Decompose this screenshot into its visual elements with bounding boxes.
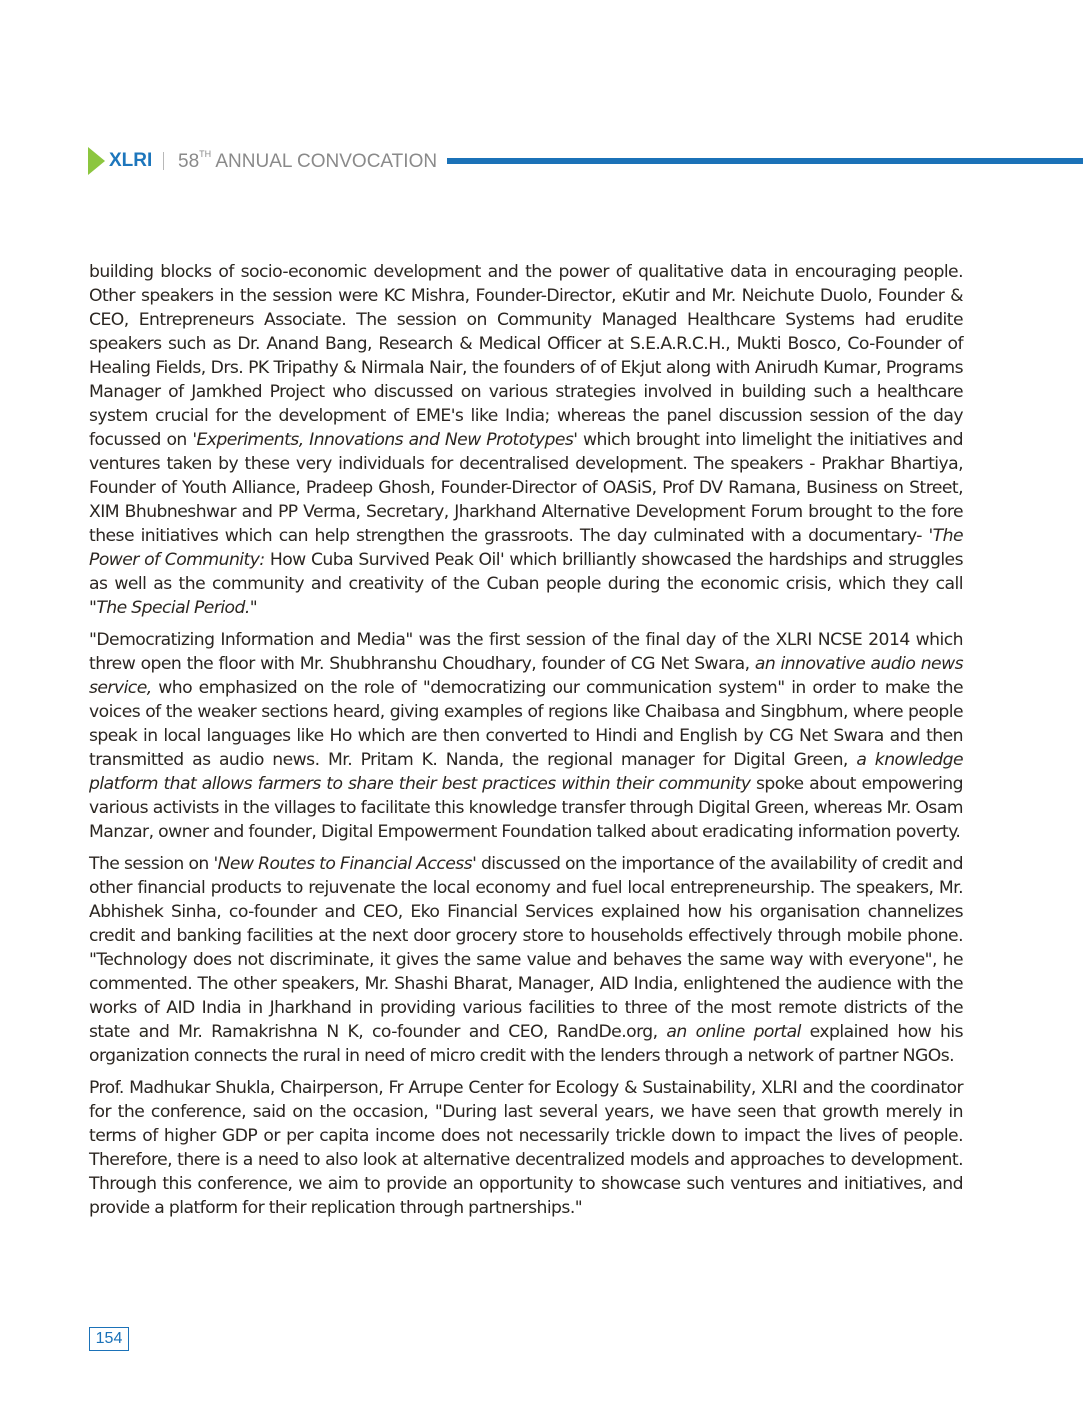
italic-run: an innovative audio news service,: [89, 654, 963, 698]
text-run: which brought into limelight the initiatives and ventures taken by these very individuals for decentralised development. The speakers - Prakhar Bhartiya, Founder of Youth Alliance, Pradeep Ghosh, Founder-Director of OASiS, Prof DV Ramana, Business on Street, XIM Bhubneshwar and PP Verma, Secretary, Jharkhand Alternative Development Forum brought to the fore these initiatives which can help strengthen the grassroots. The day culminated with a documentary-: [89, 430, 963, 546]
italic-run: 'The Power of Community:: [89, 526, 963, 570]
text-run: building blocks of socio-economic development and the power of qualitative data in encouraging people. Other speakers in the session were KC Mishra, Founder-Director, eKutir and Mr. Neichute Duolo, Founder & CEO, Entrepreneurs Associate. The session on Community Managed Healthcare Systems had erudite speakers such as Dr. Anand Bang, Research & Medical Officer at S.E.A.R.C.H., Mukti Bosco, Co-Founder of Healing Fields, Drs. PK Tripathy & Nirmala Nair, the founders of of Ekjut along with Anirudh Kumar, Programs Manager of Jamkhed Project who discussed on various strategies involved in building such a healthcare system crucial for the development of EME's like India; whereas the panel discussion session of the day focussed on: [89, 262, 963, 450]
text-run: discussed on the importance of the availability of credit and other financial products to rejuvenate the local economy and fuel local entrepreneurship. The speakers, Mr. Abhishek Sinha, co-founder and CEO, Eko Financial Services explained how his organisation channelizes credit and banking facilities at the next door grocery store to households effectively through mobile phone. "Technology does not discriminate, it gives the same value and behaves the same way with everyone", he commented. The other speakers, Mr. Shashi Bharat, Manager, AID India, enlightened the audience with the works of AID India in Jharkhand in providing various facilities to three of the most remote districts of the state and Mr. Ramakrishna N K, co-founder and CEO, RandDe.org,: [89, 854, 963, 1042]
logo-arrow-icon: [88, 147, 105, 175]
header-rule: [447, 158, 1083, 164]
xlri-logo: XLRI: [109, 150, 153, 171]
text-run: Prof. Madhukar Shukla, Chairperson, Fr Arrupe Center for Ecology & Sustainability, XLRI and the coordinator for the conference, said on the occasion, "During last several years, we have seen that growth merely in terms of higher GDP or per capita income does not necessarily trickle down to impact the lives of people. Therefore, there is a need to also look at alternative decentralized models and approaches to development. Through this conference, we aim to provide an opportunity to showcase such ventures and initiatives, and provide a platform for their replication through partnerships.": [89, 1078, 963, 1218]
text-run: How Cuba Survived Peak Oil' which brilliantly showcased the hardships and struggles as well as the community and creativity of the Cuban people during the economic crisis, which they call: [89, 550, 963, 594]
running-header: [88, 145, 1083, 177]
text-run: who emphasized on the role of "democratizing our communication system" in order to make the voices of the weaker sections heard, giving examples of regions like Chaibasa and Singbhum, where people speak in local languages like Ho which are then converted to Hindi and English by CG Net Swara and then transmitted as audio news. Mr. Pritam K. Nanda, the regional manager for Digital Green,: [89, 678, 963, 770]
text-run: explained how his organization connects the rural in need of micro credit with the lenders through a network of partner NGOs.: [89, 1022, 964, 1066]
edition-number: 58: [178, 151, 200, 172]
italic-run: 'New Routes to Financial Access': [213, 854, 477, 874]
edition-suffix: TH: [199, 149, 212, 159]
text-run: spoke about empowering various activists in the villages to facilitate this knowledge transfer through Digital Green, whereas Mr. Osam Manzar, owner and founder, Digital Empowerment Foundation talked about eradicating information poverty.: [89, 774, 964, 842]
header-divider: [163, 152, 164, 170]
paragraph: [89, 628, 963, 844]
italic-run: 'Experiments, Innovations and New Prototypes': [192, 430, 578, 450]
italic-run: "The Special Period.": [89, 598, 258, 618]
text-run: The session on: [89, 854, 214, 874]
italic-run: a knowledge platform that allows farmers to share their best practices within their community: [89, 750, 964, 794]
article-body: [89, 260, 963, 1228]
convocation-label: ANNUAL CONVOCATION: [211, 151, 438, 172]
italic-run: an online portal: [666, 1022, 801, 1042]
text-run: "Democratizing Information and Media" was the first session of the final day of the XLRI NCSE 2014 which threw open the floor with Mr. Shubhranshu Choudhary, founder of CG Net Swara,: [89, 630, 963, 674]
convocation-title: [178, 151, 437, 173]
page-number: 154: [89, 1327, 129, 1351]
paragraph: [89, 1076, 963, 1220]
paragraph: [89, 260, 963, 620]
paragraph: [89, 852, 963, 1068]
